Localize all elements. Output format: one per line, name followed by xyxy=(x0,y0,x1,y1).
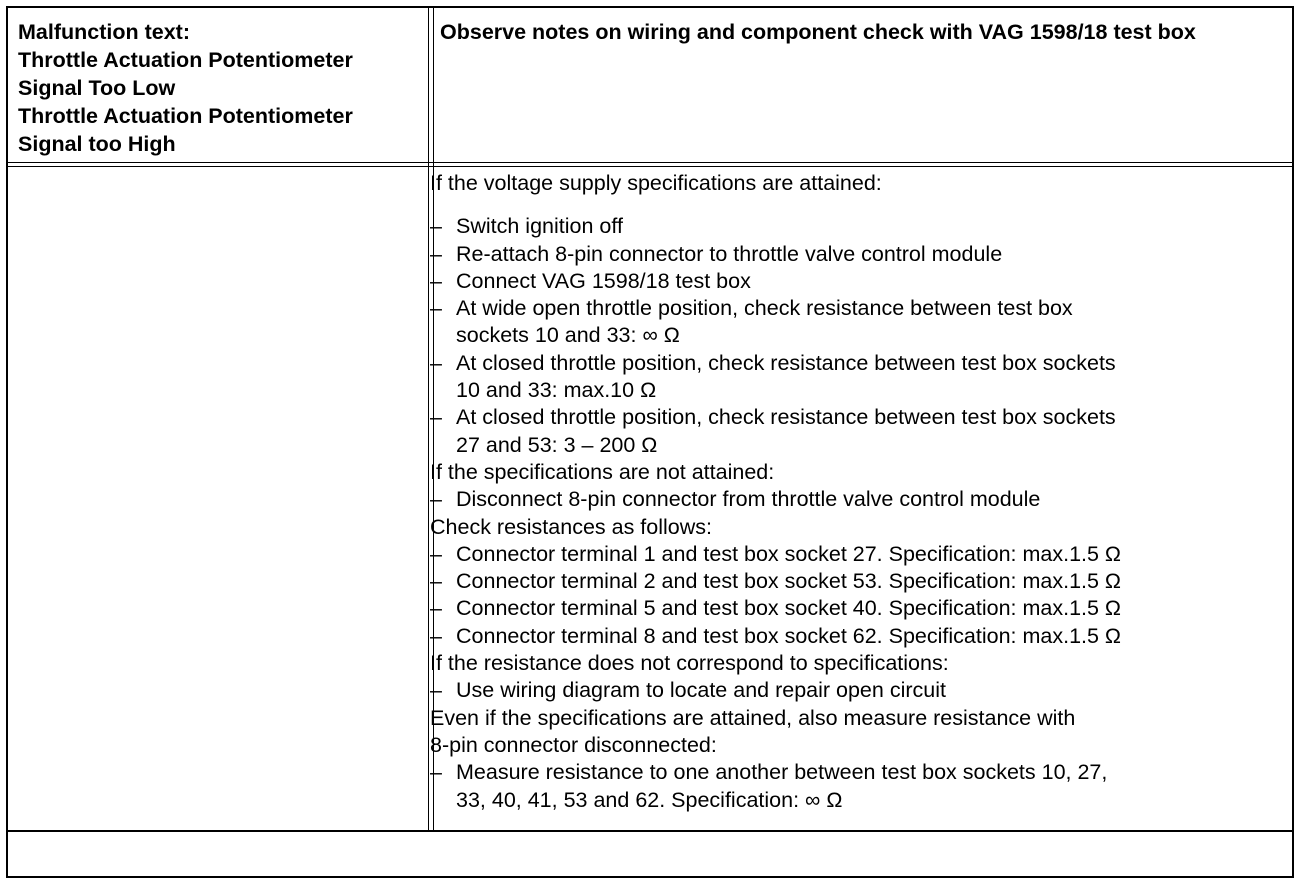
step-continuation: 10 and 33: max.10 Ω xyxy=(456,378,657,403)
intro-text: If the voltage supply specifications are attained: xyxy=(430,171,882,195)
step-continuation: 27 and 53: 3 – 200 Ω xyxy=(456,432,658,457)
step-item: – At closed throttle position, check resistance between test box sockets xyxy=(430,405,1116,430)
procedure-body xyxy=(430,170,1282,814)
malfunction-text-cell xyxy=(18,18,423,158)
step-item: – At wide open throttle position, check resistance between test box xyxy=(430,296,1073,321)
step-continuation: sockets 10 and 33: ∞ Ω xyxy=(456,323,680,348)
not-attained-text: If the specifications are not attained: xyxy=(430,459,775,484)
resistance-fail-text: If the resistance does not correspond to specifications: xyxy=(430,651,949,676)
check-item: – Connector terminal 1 and test box socket 27. Specification: max.1.5 Ω xyxy=(430,541,1121,566)
check-item: – Connector terminal 2 and test box socket 53. Specification: max.1.5 Ω xyxy=(430,569,1121,594)
step-item: – Use wiring diagram to locate and repair open circuit xyxy=(430,678,946,703)
malfunction-line: Throttle Actuation Potentiometer xyxy=(18,48,353,72)
step-continuation: 33, 40, 41, 53 and 62. Specification: ∞ Ω xyxy=(456,787,843,812)
step-item: – Disconnect 8-pin connector from throttle valve control module xyxy=(430,487,1041,512)
check-item: – Connector terminal 8 and test box socket 62. Specification: max.1.5 Ω xyxy=(430,623,1121,648)
observe-notes-cell: Observe notes on wiring and component check with VAG 1598/18 test box xyxy=(440,20,1196,44)
check-heading: Check resistances as follows: xyxy=(430,514,712,539)
step-item: – Switch ignition off xyxy=(430,214,623,239)
malfunction-line: Throttle Actuation Potentiometer xyxy=(18,104,353,128)
step-item: – Measure resistance to one another between test box sockets 10, 27, xyxy=(430,760,1108,785)
step-item: – Connect VAG 1598/18 test box xyxy=(430,268,751,293)
step-item: – At closed throttle position, check resistance between test box sockets xyxy=(430,350,1116,375)
malfunction-line: Signal too High xyxy=(18,132,176,156)
footer-divider xyxy=(8,830,1292,832)
even-if-text: 8-pin connector disconnected: xyxy=(430,732,717,757)
malfunction-label: Malfunction text: xyxy=(18,20,190,44)
even-if-text: Even if the specifications are attained, also measure resistance with xyxy=(430,705,1076,730)
step-item: – Re-attach 8-pin connector to throttle valve control module xyxy=(430,241,1003,266)
header-divider xyxy=(8,162,1292,167)
malfunction-line: Signal Too Low xyxy=(18,76,176,100)
check-item: – Connector terminal 5 and test box socket 40. Specification: max.1.5 Ω xyxy=(430,596,1121,621)
